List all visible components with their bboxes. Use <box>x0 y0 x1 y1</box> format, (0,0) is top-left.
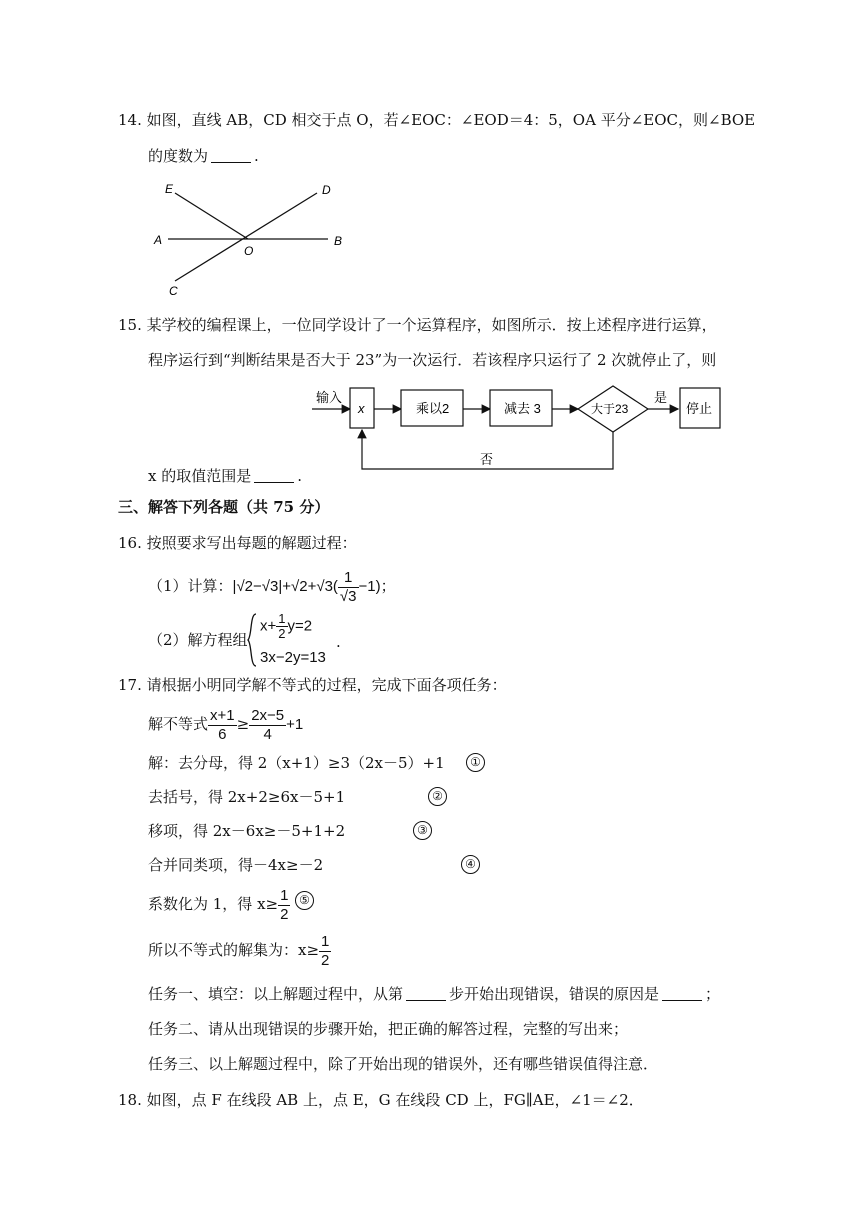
q15-line1: 15. 某学校的编程课上，一位同学设计了一个运算程序，如图所示．按上述程序进行运算， <box>118 316 717 334</box>
answer-blank <box>211 148 251 163</box>
brace-icon <box>246 612 258 668</box>
step-marker-2: ② <box>428 787 447 806</box>
q15-flowchart <box>308 380 728 476</box>
q17-title: 17. 请根据小明同学解不等式的过程，完成下面各项任务： <box>118 676 507 694</box>
q17-solution: 所以不等式的解集为：x≥ $\frac{1}{2}$ <box>148 932 330 969</box>
q17-task1: 任务一、填空：以上解题过程中，从第 步开始出现错误，错误的原因是 ； <box>148 985 721 1003</box>
frac-1-over-root3: $\frac{1}{√3}$ <box>339 568 357 605</box>
label-e: E <box>165 182 174 196</box>
step-marker-4: ④ <box>461 855 480 874</box>
flow-stop: 停止 <box>686 401 713 416</box>
q15-line2: 程序运行到“判断结果是否大于 23”为一次运行．若该程序只运行了 2 次就停止了，则 <box>148 351 717 369</box>
label-b: B <box>334 234 343 248</box>
answer-blank <box>254 468 294 483</box>
label-o: O <box>244 244 254 258</box>
answer-blank <box>662 986 702 1001</box>
section-heading: 三、解答下列各题（共 75 分） <box>118 498 330 516</box>
q17-step4: 合并同类项，得－4x≥－2 <box>148 856 324 874</box>
q17-task2: 任务二、请从出现错误的步骤开始，把正确的解答过程，完整的写出来； <box>148 1020 629 1038</box>
label-c: C <box>169 284 178 298</box>
q18-line1: 18. 如图，点 F 在线段 AB 上，点 E，G 在线段 CD 上，FG∥AE，∠1＝∠2． <box>118 1091 644 1109</box>
label-d: D <box>322 183 331 197</box>
q15-line3: x 的取值范围是 . <box>148 467 303 485</box>
step-marker-1: ① <box>466 753 485 772</box>
step-marker-5: ⑤ <box>295 891 314 910</box>
flow-mul: 乘以2 <box>416 401 450 416</box>
q17-step2: 去括号，得 2x+2≥6x－5+1 <box>148 788 346 806</box>
q16-title: 16. 按照要求写出每题的解题过程： <box>118 534 357 552</box>
q14-line1: 14. 如图，直线 AB，CD 相交于点 O，若∠EOC：∠EOD＝4：5，OA 平分∠EOC，则∠BOE <box>118 111 756 129</box>
q14-line2: 的度数为 . <box>148 147 259 165</box>
flow-cond: 大于23 <box>591 402 629 416</box>
q14-figure <box>145 178 365 298</box>
step-marker-3: ③ <box>413 821 432 840</box>
flow-input-label: 输入 <box>316 390 343 405</box>
flow-sub: 减去 3 <box>504 401 541 416</box>
q17-task3: 任务三、以上解题过程中，除了开始出现的错误外，还有哪些错误值得注意． <box>148 1055 659 1073</box>
flow-yes: 是 <box>654 390 668 405</box>
equation-1: x+ $\frac{1}{2}$ y=2 <box>260 611 313 641</box>
q17-step5: 系数化为 1，得 x≥ $\frac{1}{2}$ <box>148 886 289 923</box>
q17-step3: 移项，得 2x－6x≥－5+1+2 <box>148 822 346 840</box>
q17-inequality: 解不等式 $\frac{x+1}{6}$ ≥ $\frac{2x-5}{4}$ +1 <box>148 706 304 743</box>
flow-no: 否 <box>480 452 494 467</box>
ray-oe <box>175 193 248 239</box>
q16-part1: （1）计算：|√2−√3|+√2+√3( $\frac{1}{√3}$ −1)； <box>148 568 396 605</box>
label-a: A <box>154 233 163 247</box>
equation-2: 3x−2y=13 <box>260 649 326 666</box>
flow-x: x <box>358 401 365 416</box>
q17-step1: 解：去分母，得 2（x+1）≥3（2x－5）+1 <box>148 754 445 772</box>
answer-blank <box>406 986 446 1001</box>
